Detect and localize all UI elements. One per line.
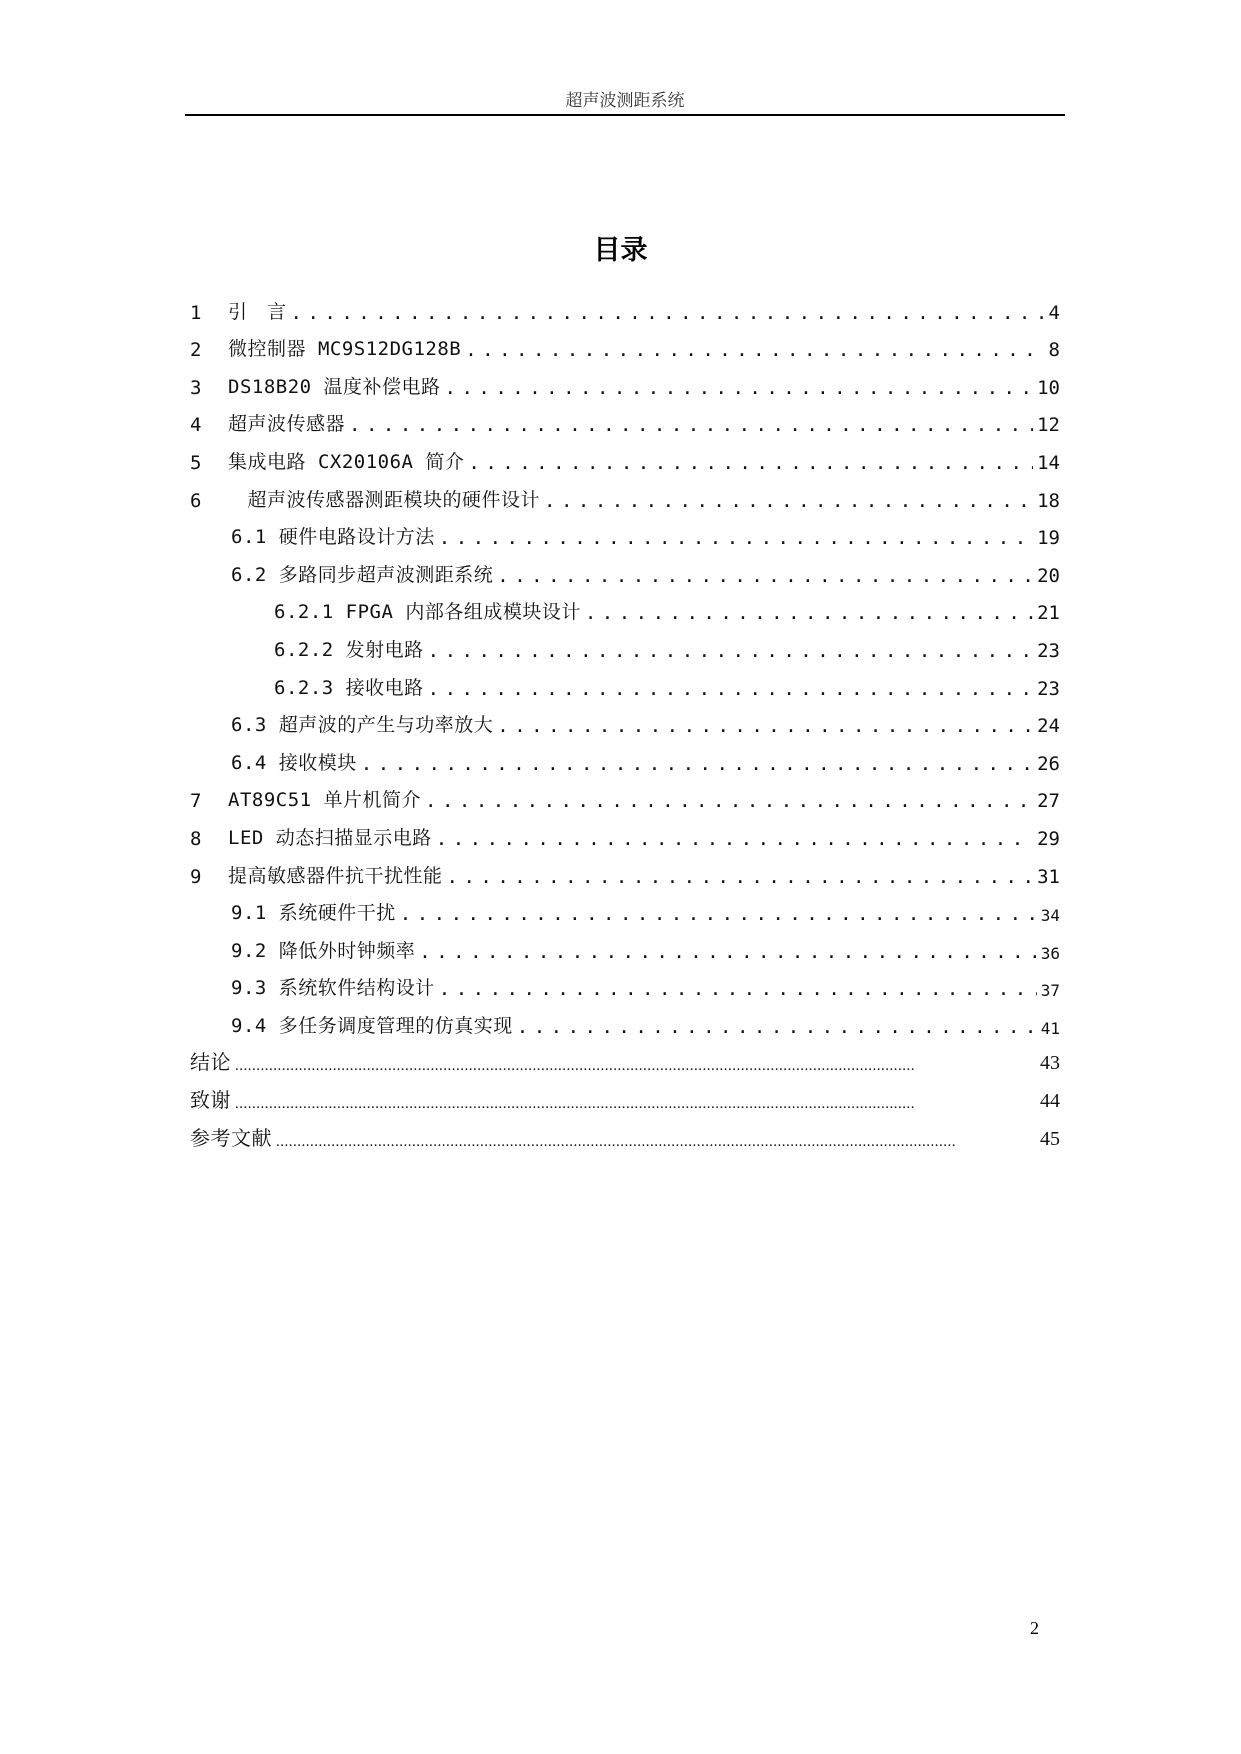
toc-leader-dots xyxy=(235,1096,1036,1113)
toc-entry-6-1[interactable] xyxy=(190,512,1060,550)
toc-entry-page: 27 xyxy=(1037,790,1060,813)
toc-leader-dots xyxy=(517,1016,1037,1038)
toc-leader-dots xyxy=(361,753,1033,775)
toc-leader-dots xyxy=(439,527,1033,549)
toc-entry-8[interactable] xyxy=(190,812,1060,850)
toc-entry-page: 19 xyxy=(1037,527,1060,550)
toc-leader-dots xyxy=(291,302,1045,324)
toc-entry-label: 9.3 系统软件结构设计 xyxy=(231,977,435,1000)
toc-entry-label: 引 言 xyxy=(228,300,287,323)
toc-entry-label: 6.2.1 FPGA 内部各组成模块设计 xyxy=(274,601,581,624)
toc-entry-page: 34 xyxy=(1040,906,1060,926)
toc-entry-page: 12 xyxy=(1037,414,1060,437)
toc-entry-page: 26 xyxy=(1037,752,1060,775)
toc-entry-label: 微控制器 MC9S12DG128B xyxy=(228,338,462,361)
toc-entry-label: 超声波传感器 xyxy=(228,413,346,436)
toc-entry-5[interactable] xyxy=(190,436,1060,474)
toc-entry-6-2-1[interactable] xyxy=(190,587,1060,625)
toc-entry-7[interactable] xyxy=(190,775,1060,813)
toc-entry-number: 3 xyxy=(190,376,202,399)
toc-entry-page: 31 xyxy=(1037,865,1060,888)
toc-entry-6-2[interactable] xyxy=(190,549,1060,587)
toc-entry-label: 9.1 系统硬件干扰 xyxy=(231,902,396,925)
toc-entry-page: 29 xyxy=(1037,827,1060,850)
toc-entry-label: 结论 xyxy=(190,1052,231,1075)
toc-entry-number: 7 xyxy=(190,790,202,813)
toc-leader-dots xyxy=(428,678,1033,700)
toc-leader-dots xyxy=(419,941,1036,963)
toc-leader-dots xyxy=(425,790,1033,812)
toc-entry-4[interactable] xyxy=(190,399,1060,437)
toc-entry-page: 44 xyxy=(1040,1090,1060,1113)
toc-entry-conclusion[interactable] xyxy=(190,1038,1060,1076)
toc-entry-9-2[interactable] xyxy=(190,925,1060,963)
toc-entry-label: 6.3 超声波的产生与功率放大 xyxy=(231,714,494,737)
toc-entry-page: 20 xyxy=(1037,564,1060,587)
toc-entry-label: 6.2.3 接收电路 xyxy=(274,676,424,699)
toc-entry-page: 23 xyxy=(1037,639,1060,662)
toc-entry-label: 9.4 多任务调度管理的仿真实现 xyxy=(231,1014,513,1037)
toc-entry-label: 6.2 多路同步超声波测距系统 xyxy=(231,563,494,586)
toc-entry-page: 37 xyxy=(1040,981,1060,1001)
toc-entry-label: 致谢 xyxy=(190,1090,231,1113)
toc-entry-page: 24 xyxy=(1037,715,1060,738)
toc-entry-page: 21 xyxy=(1037,602,1060,625)
header-rule xyxy=(185,114,1065,116)
toc-leader-dots xyxy=(497,715,1033,737)
toc-entry-acknowledgements[interactable] xyxy=(190,1075,1060,1113)
toc-leader-dots xyxy=(447,866,1034,888)
toc-leader-dots xyxy=(585,602,1033,624)
toc-leader-dots xyxy=(439,978,1037,1000)
toc-entry-number: 6 xyxy=(190,489,202,512)
toc-leader-dots xyxy=(428,640,1033,662)
toc-entry-label: 6.2.2 发射电路 xyxy=(274,638,424,661)
toc-entry-9-4[interactable] xyxy=(190,1000,1060,1038)
toc-leader-dots xyxy=(400,903,1037,925)
toc-entry-6[interactable] xyxy=(190,474,1060,512)
toc-entry-number: 8 xyxy=(190,827,202,850)
toc-entry-1[interactable] xyxy=(190,286,1060,324)
toc-entry-6-4[interactable] xyxy=(190,737,1060,775)
toc-leader-dots xyxy=(349,414,1033,436)
toc-entry-label: 6.1 硬件电路设计方法 xyxy=(231,526,435,549)
toc-entry-label: LED 动态扫描显示电路 xyxy=(228,826,432,849)
toc-leader-dots xyxy=(497,565,1033,587)
toc-leader-dots xyxy=(276,1134,1036,1151)
toc-leader-dots xyxy=(465,339,1044,361)
toc-leader-dots xyxy=(235,1058,1036,1075)
toc-entry-page: 36 xyxy=(1040,943,1060,963)
toc-leader-dots xyxy=(544,490,1033,512)
table-of-contents xyxy=(190,286,1060,1151)
toc-entry-number: 4 xyxy=(190,414,202,437)
toc-entry-label: DS18B20 温度补偿电路 xyxy=(228,375,441,398)
toc-entry-number: 1 xyxy=(190,301,202,324)
toc-entry-number: 9 xyxy=(190,865,202,888)
toc-leader-dots xyxy=(445,377,1034,399)
toc-entry-page: 10 xyxy=(1037,376,1060,399)
toc-entry-page: 45 xyxy=(1040,1127,1060,1150)
toc-entry-page: 43 xyxy=(1040,1052,1060,1075)
toc-entry-page: 8 xyxy=(1048,339,1060,362)
toc-entry-label: 9.2 降低外时钟频率 xyxy=(231,939,416,962)
toc-title: 目录 xyxy=(593,235,648,266)
toc-entry-references[interactable] xyxy=(190,1113,1060,1151)
running-header: 超声波测距系统 xyxy=(565,91,685,111)
toc-entry-6-2-2[interactable] xyxy=(190,624,1060,662)
toc-entry-page: 14 xyxy=(1037,451,1060,474)
toc-entry-6-3[interactable] xyxy=(190,700,1060,738)
toc-entry-3[interactable] xyxy=(190,361,1060,399)
page-number: 2 xyxy=(1030,1618,1039,1638)
toc-entry-page: 23 xyxy=(1037,677,1060,700)
toc-entry-label: 集成电路 CX20106A 简介 xyxy=(228,450,465,473)
toc-entry-label: 提高敏感器件抗干扰性能 xyxy=(228,864,443,887)
toc-entry-page: 41 xyxy=(1040,1018,1060,1038)
toc-leader-dots xyxy=(436,828,1033,850)
toc-entry-2[interactable] xyxy=(190,324,1060,362)
toc-entry-label: 参考文献 xyxy=(190,1127,272,1150)
toc-entry-label: 超声波传感器测距模块的硬件设计 xyxy=(228,488,541,511)
toc-entry-label: 6.4 接收模块 xyxy=(231,751,357,774)
toc-entry-9[interactable] xyxy=(190,850,1060,888)
toc-entry-label: AT89C51 单片机简介 xyxy=(228,789,422,812)
toc-entry-page: 4 xyxy=(1048,301,1060,324)
toc-entry-9-1[interactable] xyxy=(190,888,1060,926)
toc-leader-dots xyxy=(468,452,1033,474)
toc-entry-page: 18 xyxy=(1037,489,1060,512)
toc-entry-9-3[interactable] xyxy=(190,963,1060,1001)
toc-entry-number: 2 xyxy=(190,339,202,362)
toc-entry-6-2-3[interactable] xyxy=(190,662,1060,700)
toc-entry-number: 5 xyxy=(190,451,202,474)
